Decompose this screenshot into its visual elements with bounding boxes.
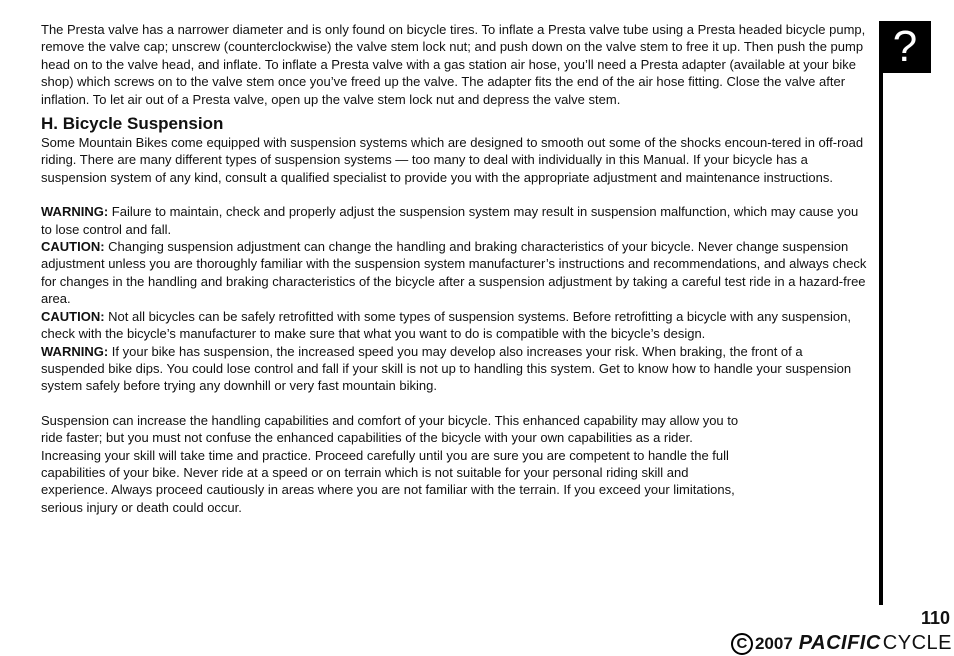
section-heading: H. Bicycle Suspension bbox=[41, 114, 224, 134]
page-content bbox=[41, 21, 869, 516]
brand-name-light: CYCLE bbox=[882, 632, 952, 654]
notice-text: Not all bicycles can be safely retrofitted with some types of suspension systems. Before retrofitting a bicycle with any suspension, check with the bicycle’s manufacturer to make sure that what you want to do is compatible with the bicycle’s design. bbox=[41, 308, 851, 342]
notice-text: If your bike has suspension, the increased speed you may develop also increases your risk. When braking, the front of a suspended bike dips. You could lose control and fall if your skill is not up to handling this system. Get to know how to handle your suspension system safely before trying any downhill or very fast mountain biking. bbox=[41, 343, 852, 394]
presta-valve-paragraph: The Presta valve has a narrower diameter and is only found on bicycle tires. To inflate a Presta valve tube using a Presta headed bicycle pump, remove the valve cap; unscrew (counterclockwise) the valve stem lock nut; and push down on the valve stem to free it up. Then push the pump head on to the valve head, and inflate. To inflate a Presta valve with a gas station air hose, you’ll need a Presta adapter (available at your bike shop) which screws on to the valve stem once you’ve freed up the valve. The adapter fits the end of the air hose fitting. Close the valve after inflation. To let air out of a Presta valve, open up the valve stem lock nut and depress the valve stem. bbox=[41, 22, 866, 107]
suspension-closing-paragraph: Suspension can increase the handling capabilities and comfort of your bicycle. This enhanced capability may allow you to ride faster; but you must not confuse the enhanced capabilities of the bicycle with your own capabilities as a rider. Increasing your skill will take time and practice. Proceed carefully until you are sure you are competent to handle the full capabilities of your bike. Never ride at a speed or on terrain which is not suitable for your personal riding skill and experience. Always proceed cautiously in areas where you are not familiar with the terrain. If you exceed your limitations, serious injury or death could occur. bbox=[41, 412, 739, 515]
sidebar-divider bbox=[879, 73, 883, 605]
notice-label: CAUTION: bbox=[41, 239, 105, 255]
brand-logo bbox=[731, 632, 952, 655]
notice-label: WARNING: bbox=[41, 343, 109, 359]
spacer bbox=[41, 395, 869, 412]
notice-caution-adjustment bbox=[41, 238, 869, 308]
notice-warning-speed bbox=[41, 343, 869, 395]
question-mark-icon: ? bbox=[879, 21, 931, 73]
notice-warning-maintenance bbox=[41, 203, 869, 238]
notice-label: WARNING: bbox=[41, 204, 109, 220]
brand-name-bold: PACIFIC bbox=[798, 632, 881, 654]
page-number: 110 bbox=[920, 608, 950, 628]
notice-text: Changing suspension adjustment can change the handling and braking characteristics of your bicycle. Never change suspension adjustment unless you are thoroughly familiar with the suspension system manufacturer’s instructions and recommendations, and always check for changes in the handling and braking characteristics of the bicycle after a suspension adjustment by taking a careful test ride in a hazard-free area. bbox=[41, 239, 867, 307]
copyright-year: 2007 bbox=[754, 633, 793, 653]
notice-text: Failure to maintain, check and properly adjust the suspension system may result in suspension malfunction, which may cause you to lose control and fall. bbox=[41, 204, 859, 237]
suspension-intro-paragraph: Some Mountain Bikes come equipped with suspension systems which are designed to smooth out some of the shocks encoun-tered in off-road riding. There are many different types of suspension systems — too many to deal with individually in this Manual. If your bicycle has a suspension system of any kind, consult a qualified specialist to provide you with the appropriate adjustment and maintenance instructions. bbox=[41, 135, 864, 185]
notice-label: CAUTION: bbox=[41, 308, 105, 324]
copyright-icon: C bbox=[731, 633, 753, 655]
spacer bbox=[41, 186, 869, 203]
notice-caution-retrofit bbox=[41, 308, 869, 343]
